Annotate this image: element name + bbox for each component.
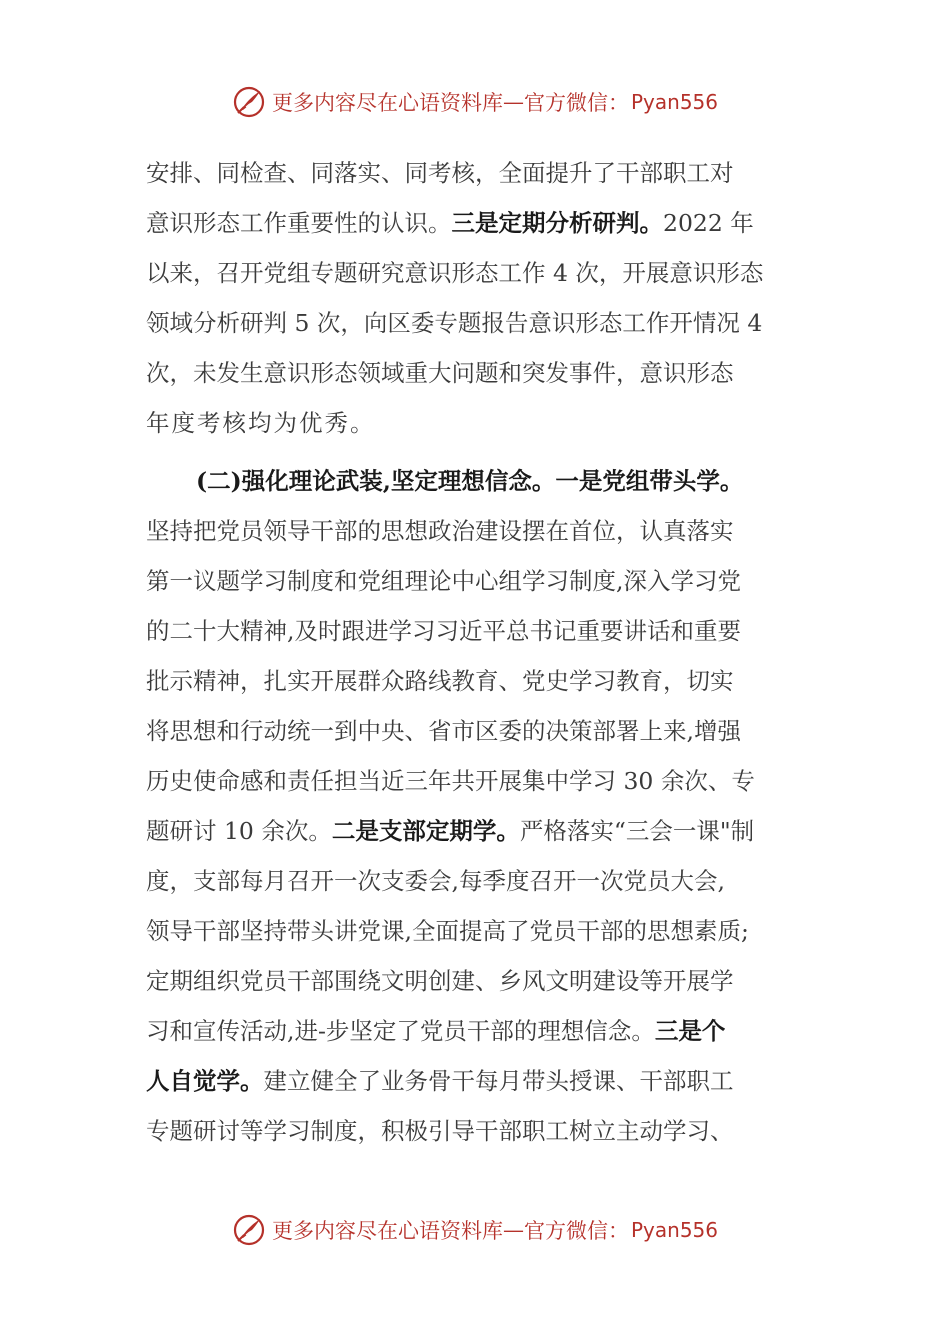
text-line xyxy=(146,956,806,1006)
text-line xyxy=(146,556,806,606)
text-line xyxy=(146,148,806,198)
heading-branch-study: 二是支部定期学。 xyxy=(331,817,520,845)
quill-logo-icon xyxy=(232,1213,266,1247)
footer-banner xyxy=(0,1210,950,1250)
line-text: 领域分析研判 5 次，向区委专题报告意识形态工作开情况 4 xyxy=(146,309,763,337)
footer-dash: — xyxy=(502,1218,524,1242)
text-line xyxy=(146,348,806,398)
line-text: 历史使命感和责任担当近三年共开展集中学习 30 余次、专 xyxy=(146,767,755,795)
line-text: 安排、同检查、同落实、同考核，全面提升了干部职工对 xyxy=(146,159,734,187)
heading-three-analysis: 三是定期分析研判。 xyxy=(451,209,663,237)
line-text: 将思想和行动统一到中央、省市区委的决策部署上来,增强 xyxy=(146,717,741,745)
line-text: 定期组织党员干部围绕文明创建、乡风文明建设等开展学 xyxy=(146,967,734,995)
footer-wechat-id: Pyan556 xyxy=(630,1218,718,1242)
text-line xyxy=(146,606,806,656)
text-line xyxy=(146,198,806,248)
header-wechat-label: 官方微信： xyxy=(523,91,629,115)
line-text: 的二十大精神,及时跟进学习习近平总书记重要讲话和重要 xyxy=(146,617,741,645)
text-line xyxy=(146,756,806,806)
footer-wechat-label: 官方微信： xyxy=(523,1219,629,1243)
line-text-normal: 2022 年 xyxy=(663,209,754,237)
section-heading-text: (二)强化理论武装,坚定理想信念。一是党组带头学。 xyxy=(196,467,744,495)
line-text: 以来，召开党组专题研究意识形态工作 4 次，开展意识形态 xyxy=(146,259,764,287)
text-line xyxy=(146,1106,806,1156)
text-line xyxy=(146,506,806,556)
text-line xyxy=(146,1056,806,1106)
text-line xyxy=(146,706,806,756)
line-text-normal: 严格落实“三会一课"制 xyxy=(519,817,755,845)
footer-site-text: 更多内容尽在心语资料库 xyxy=(271,1219,503,1243)
line-text xyxy=(146,1056,734,1106)
document-body xyxy=(146,148,806,1156)
line-text: 年度考核均为优秀。 xyxy=(146,409,376,437)
line-text-normal: 意识形态工作重要性的认识。 xyxy=(146,209,452,237)
heading-self-study-start: 三是个 xyxy=(654,1017,726,1045)
line-text xyxy=(146,806,754,856)
header-site-text: 更多内容尽在心语资料库 xyxy=(271,91,503,115)
section-heading-two xyxy=(146,456,806,506)
line-text-normal: 习和宣传活动,进-步坚定了党员干部的理想信念。 xyxy=(146,1017,655,1045)
line-text: 第一议题学习制度和党组理论中心组学习制度,深入学习党 xyxy=(146,567,741,595)
text-line xyxy=(146,248,806,298)
text-line xyxy=(146,906,806,956)
text-line xyxy=(146,856,806,906)
text-line xyxy=(146,656,806,706)
text-line xyxy=(146,806,806,856)
header-wechat-id: Pyan556 xyxy=(630,90,718,114)
quill-logo-icon xyxy=(232,85,266,119)
line-text xyxy=(146,198,754,248)
header-banner xyxy=(0,82,950,122)
line-text-normal: 题研讨 10 余次。 xyxy=(146,817,332,845)
line-text: 领导干部坚持带头讲党课,全面提高了党员干部的思想素质; xyxy=(146,917,749,945)
line-text: 批示精神，扎实开展群众路线教育、党史学习教育，切实 xyxy=(146,667,734,695)
line-text: 坚持把党员领导干部的思想政治建设摆在首位，认真落实 xyxy=(146,517,734,545)
text-line xyxy=(146,398,806,448)
heading-self-study-end: 人自觉学。 xyxy=(146,1067,264,1095)
line-text xyxy=(146,1006,725,1056)
text-line xyxy=(146,1006,806,1056)
line-text: 次，未发生意识形态领域重大问题和突发事件，意识形态 xyxy=(146,359,734,387)
text-line xyxy=(146,298,806,348)
line-text: 度，支部每月召开一次支委会,每季度召开一次党员大会, xyxy=(146,867,725,895)
header-dash: — xyxy=(502,90,524,114)
line-text-normal: 建立健全了业务骨干每月带头授课、干部职工 xyxy=(263,1067,734,1095)
line-text: 专题研讨等学习制度，积极引导干部职工树立主动学习、 xyxy=(146,1117,734,1145)
